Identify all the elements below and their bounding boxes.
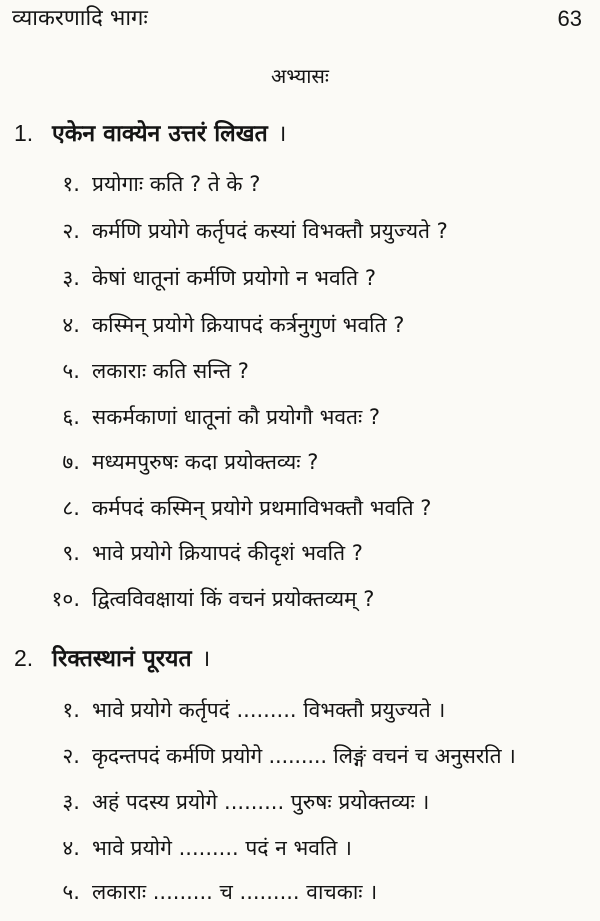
- item-text: लकाराः ......... च ......... वाचकाः ।: [92, 880, 378, 904]
- item-text: सकर्मकाणां धातूनां कौ प्रयोगौ भवतः ?: [92, 405, 381, 429]
- question-2-danda: ।: [201, 646, 211, 672]
- page-header: [0, 0, 600, 38]
- item-text: कर्मपदं कस्मिन् प्रयोगे प्रथमाविभक्तौ भवति ?: [92, 496, 432, 520]
- list-item: [0, 831, 600, 871]
- exercise-title: अभ्यासः: [271, 64, 329, 88]
- list-item: [0, 491, 600, 531]
- item-text: भावे प्रयोगे ......... पदं न भवति ।: [92, 836, 352, 860]
- item-number: १०.: [51, 587, 80, 611]
- item-number: १.: [62, 172, 80, 196]
- item-number: ४.: [62, 836, 80, 860]
- list-item: [0, 308, 600, 348]
- item-number: ७.: [62, 450, 80, 474]
- item-number: ५.: [62, 880, 80, 904]
- list-item: [0, 167, 600, 207]
- question-2-number: 2.: [14, 645, 34, 671]
- item-number: ५.: [62, 359, 80, 383]
- item-text: अहं पदस्य प्रयोगे ......... पुरुषः प्रयोक्तव्यः ।: [92, 790, 430, 814]
- question-1-heading: [14, 117, 286, 150]
- list-item: [0, 739, 600, 779]
- question-2-heading: [14, 642, 210, 675]
- item-number: ३.: [62, 266, 80, 290]
- question-1-text: एकेन वाक्येन उत्तरं लिखत: [52, 121, 268, 147]
- list-item: [0, 582, 600, 622]
- item-text: केषां धातूनां कर्मणि प्रयोगो न भवति ?: [92, 266, 376, 290]
- item-text: द्वित्वविवक्षायां किं वचनं प्रयोक्तव्यम् ?: [92, 587, 375, 611]
- item-number: ६.: [62, 405, 80, 429]
- item-number: ९.: [62, 541, 80, 565]
- list-item: [0, 445, 600, 485]
- question-1-number: 1.: [14, 120, 34, 146]
- item-number: १.: [62, 698, 80, 722]
- list-item: [0, 875, 600, 915]
- list-item: [0, 261, 600, 301]
- item-number: २.: [62, 219, 80, 243]
- item-number: ३.: [62, 790, 80, 814]
- item-text: मध्यमपुरुषः कदा प्रयोक्तव्यः ?: [92, 450, 319, 474]
- item-text: लकाराः कति सन्ति ?: [92, 359, 249, 383]
- item-number: ८.: [62, 496, 80, 520]
- list-item: [0, 785, 600, 825]
- question-1-danda: ।: [277, 121, 287, 147]
- item-text: कस्मिन् प्रयोगे क्रियापदं कर्त्रनुगुणं भवति ?: [92, 313, 405, 337]
- item-text: कृदन्तपदं कर्मणि प्रयोगे ......... लिङ्गं वचनं च अनुसरति ।: [92, 744, 516, 768]
- item-text: भावे प्रयोगे क्रियापदं कीदृशं भवति ?: [92, 541, 363, 565]
- list-item: [0, 214, 600, 254]
- question-2-text: रिक्तस्थानं पूरयत: [52, 646, 192, 672]
- list-item: [0, 354, 600, 394]
- item-text: कर्मणि प्रयोगे कर्तृपदं कस्यां विभक्तौ प्रयुज्यते ?: [92, 219, 448, 243]
- item-text: भावे प्रयोगे कर्तृपदं ......... विभक्तौ प्रयुज्यते ।: [92, 698, 446, 722]
- list-item: [0, 400, 600, 440]
- running-title: व्याकरणादि भागः: [12, 6, 148, 31]
- item-text: प्रयोगाः कति ? ते के ?: [92, 172, 261, 196]
- list-item: [0, 693, 600, 733]
- item-number: ४.: [62, 313, 80, 337]
- page-number: 63: [557, 6, 582, 31]
- list-item: [0, 536, 600, 576]
- item-number: २.: [62, 744, 80, 768]
